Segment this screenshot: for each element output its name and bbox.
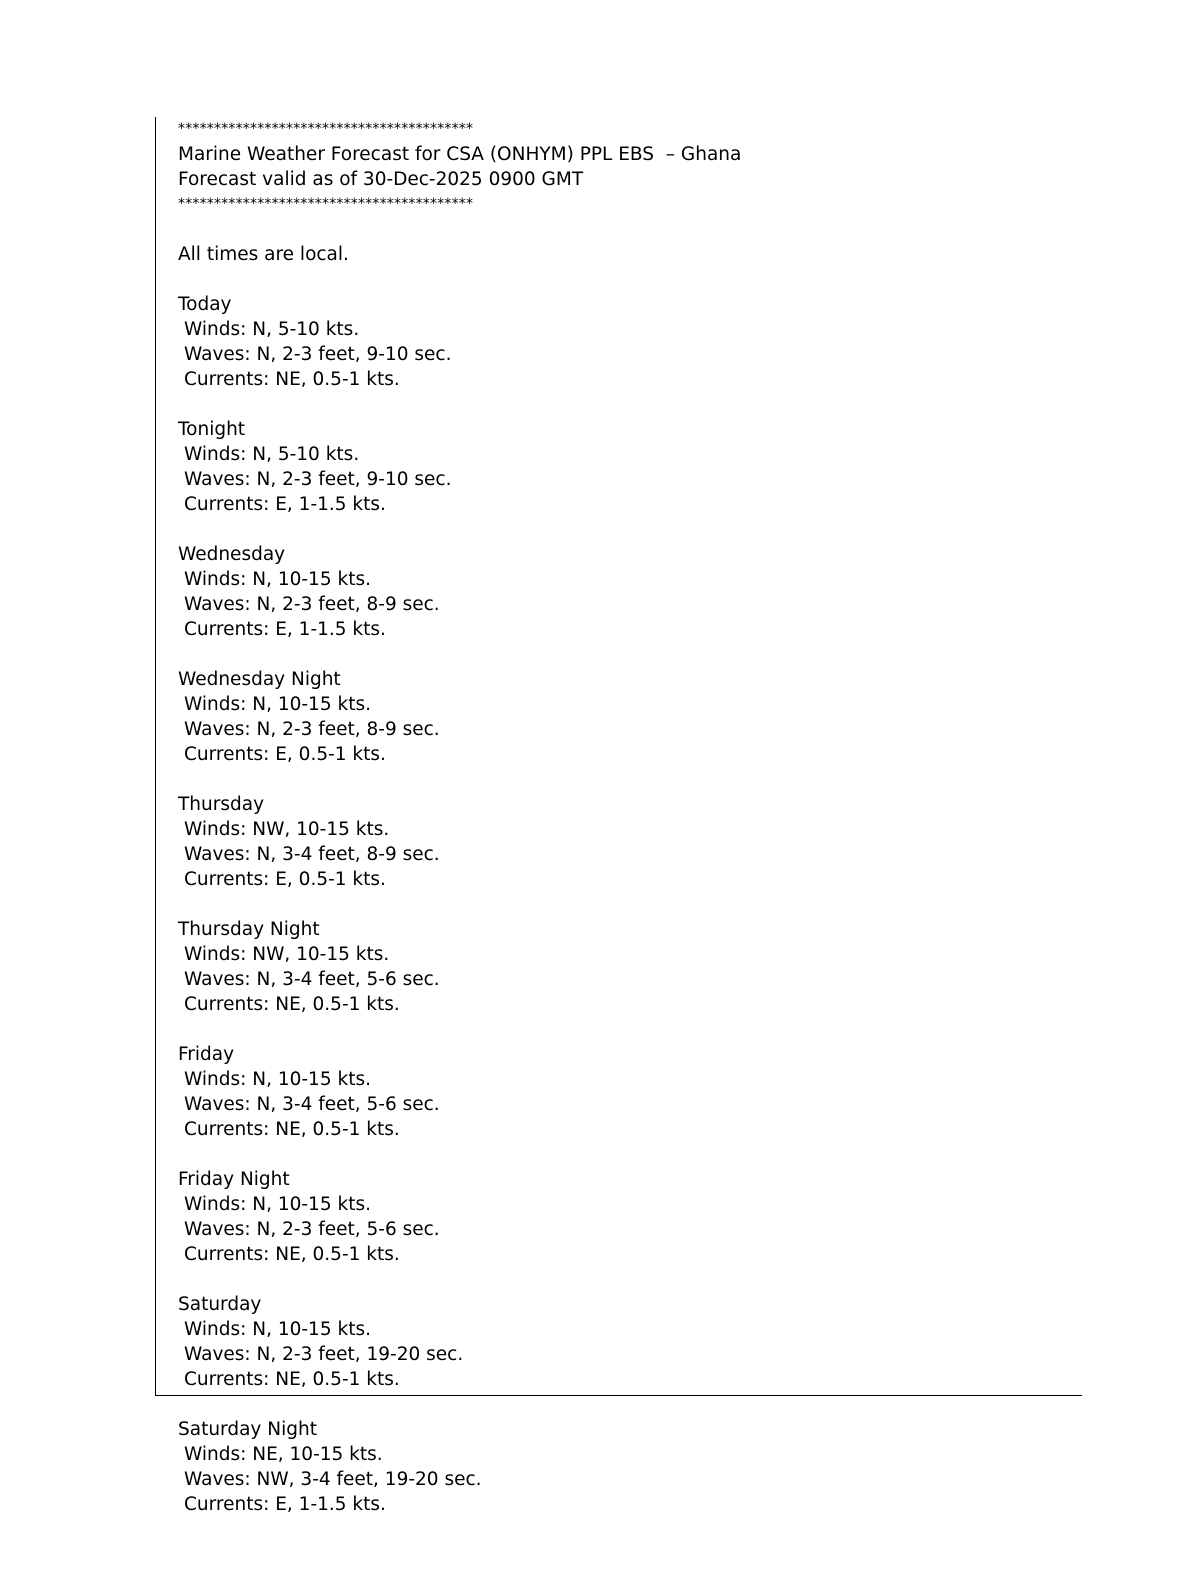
currents-line: Currents: E, 1-1.5 kts. [184, 494, 386, 515]
forecast-period [178, 667, 1058, 767]
currents-line: Currents: NE, 0.5-1 kts. [184, 369, 400, 390]
header-stars-top: ***************************************** [178, 121, 474, 137]
forecast-period [178, 792, 1058, 892]
times-note: All times are local. [178, 244, 349, 265]
period-title: Tonight [178, 419, 246, 440]
waves-line: Waves: N, 3-4 feet, 5-6 sec. [184, 969, 440, 990]
spacer [178, 1142, 1058, 1167]
currents-line: Currents: E, 1-1.5 kts. [184, 619, 386, 640]
waves-line: Waves: N, 2-3 feet, 9-10 sec. [184, 469, 452, 490]
winds-line: Winds: N, 10-15 kts. [184, 694, 371, 715]
currents-line: Currents: NE, 0.5-1 kts. [184, 1244, 400, 1265]
period-title: Thursday [178, 794, 265, 815]
period-title: Wednesday Night [178, 669, 341, 690]
forecast-title: Marine Weather Forecast for CSA (ONHYM) PPL EBS – Ghana [178, 144, 742, 165]
waves-line: Waves: N, 3-4 feet, 8-9 sec. [184, 844, 440, 865]
forecast-period [178, 1417, 1058, 1517]
spacer [178, 642, 1058, 667]
period-title: Saturday Night [178, 1419, 317, 1440]
period-title: Friday [178, 1044, 235, 1065]
forecast-period [178, 417, 1058, 517]
winds-line: Winds: NE, 10-15 kts. [184, 1444, 383, 1465]
waves-line: Waves: NW, 3-4 feet, 19-20 sec. [184, 1469, 482, 1490]
spacer [178, 1392, 1058, 1417]
period-title: Saturday [178, 1294, 262, 1315]
period-title: Wednesday [178, 544, 286, 565]
waves-line: Waves: N, 2-3 feet, 8-9 sec. [184, 719, 440, 740]
spacer [178, 1267, 1058, 1292]
waves-line: Waves: N, 2-3 feet, 8-9 sec. [184, 594, 440, 615]
waves-line: Waves: N, 2-3 feet, 9-10 sec. [184, 344, 452, 365]
winds-line: Winds: N, 10-15 kts. [184, 1194, 371, 1215]
forecast-period [178, 542, 1058, 642]
spacer [178, 517, 1058, 542]
waves-line: Waves: N, 3-4 feet, 5-6 sec. [184, 1094, 440, 1115]
spacer [178, 767, 1058, 792]
currents-line: Currents: E, 1-1.5 kts. [184, 1494, 386, 1515]
winds-line: Winds: N, 5-10 kts. [184, 444, 360, 465]
winds-line: Winds: NW, 10-15 kts. [184, 944, 390, 965]
winds-line: Winds: N, 10-15 kts. [184, 1069, 371, 1090]
spacer [178, 217, 1058, 242]
period-title: Friday Night [178, 1169, 290, 1190]
winds-line: Winds: N, 10-15 kts. [184, 569, 371, 590]
forecast-valid-time: Forecast valid as of 30-Dec-2025 0900 GMT [178, 169, 584, 190]
currents-line: Currents: E, 0.5-1 kts. [184, 869, 386, 890]
forecast-period [178, 1042, 1058, 1142]
winds-line: Winds: N, 5-10 kts. [184, 319, 360, 340]
forecast-document [178, 117, 1058, 1517]
header-stars-bottom: ***************************************** [178, 196, 474, 212]
forecast-period [178, 1292, 1058, 1392]
winds-line: Winds: NW, 10-15 kts. [184, 819, 390, 840]
currents-line: Currents: E, 0.5-1 kts. [184, 744, 386, 765]
winds-line: Winds: N, 10-15 kts. [184, 1319, 371, 1340]
waves-line: Waves: N, 2-3 feet, 5-6 sec. [184, 1219, 440, 1240]
waves-line: Waves: N, 2-3 feet, 19-20 sec. [184, 1344, 464, 1365]
spacer [178, 1017, 1058, 1042]
currents-line: Currents: NE, 0.5-1 kts. [184, 994, 400, 1015]
currents-line: Currents: NE, 0.5-1 kts. [184, 1119, 400, 1140]
forecast-period [178, 292, 1058, 392]
period-title: Thursday Night [178, 919, 320, 940]
period-title: Today [178, 294, 232, 315]
spacer [178, 892, 1058, 917]
currents-line: Currents: NE, 0.5-1 kts. [184, 1369, 400, 1390]
page-border-left [155, 117, 156, 1396]
forecast-period [178, 1167, 1058, 1267]
spacer [178, 267, 1058, 292]
spacer [178, 392, 1058, 417]
forecast-period [178, 917, 1058, 1017]
